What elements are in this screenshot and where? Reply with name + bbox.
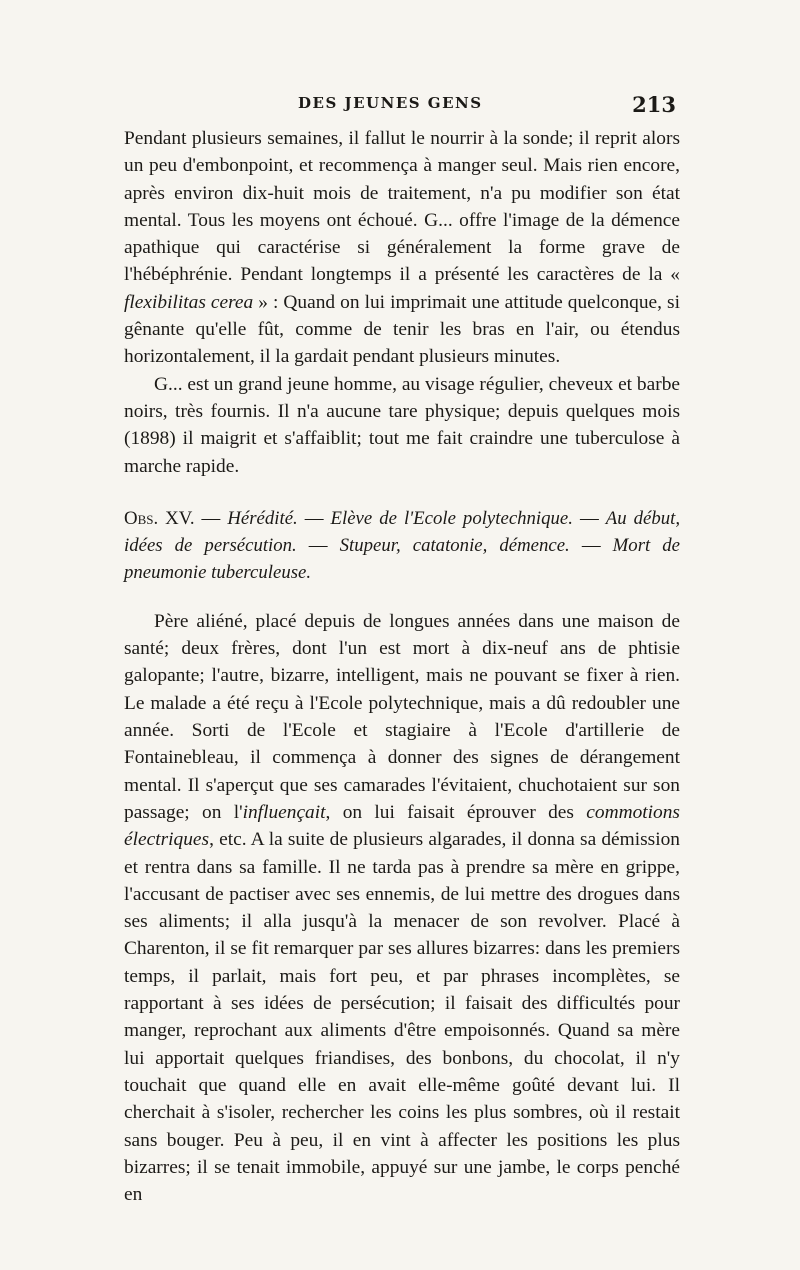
page-body [124,125,680,1208]
dash: — [296,534,340,556]
paragraph-1 [124,125,680,371]
dash: — [297,507,331,529]
obs-stupor: Stupeur, catatonie, démence. [339,534,570,556]
page-number: 213 [632,92,676,117]
paragraph-3-text-c: , etc. A la suite de plusieurs algarades, il donna sa démission et rentra dans sa famille. Il ne tarda pas à prendre sa mère en grippe, l'accusant de pactiser avec ses ennemis, de lui mettre des drogues dans ses aliments; il alla jusqu'à la menacer de son revolver. Placé à Charenton, il se fit remarquer par ses allures bizarres: dans les premiers temps, il parlait, mais fort peu, et par phrases incomplètes, se rapportant à ses idées de persécution; il faisait des difficultés pour manger, reprochant aux aliments d'être empoisonnés. Quand sa mère lui apportait quelques friandises, des bonbons, du chocolat, il n'y touchait que quand elle en avait elle-même goûté devant lui. Il cherchait à s'isoler, rechercher les coins les plus sombres, où il restait sans bouger. Peu à peu, il en vint à affecter les positions les plus bizarres; il se tenait immobile, appuyé sur une jambe, le corps penché en [124,829,680,1206]
paragraph-3-text-b: , on lui faisait éprouver des [325,801,587,823]
flexibilitas-cerea-term: flexibilitas cerea [124,291,254,313]
obs-heredity: Hérédité. [227,507,298,529]
paragraph-3 [124,608,680,1209]
dash: — [572,507,606,529]
obs-student: Elève de l'Ecole polytechnique. [330,507,573,529]
obs-persecution: Au début, idées de persécution. [124,507,681,556]
paragraph-1-text: Pendant plusieurs semaines, il fallut le nourrir à la sonde; il reprit alors un peu d'embonpoint, et recommença à manger seul. Mais rien encore, après environ dix-huit mois de traitement, n'a pu modifier son état mental. Tous les moyens ont échoué. G... offre l'image de la démence apathique qui caractérise si généralement la forme grave de l'hébéphrénie. Pendant longtemps il a présenté les caractères de la « [124,128,680,286]
running-title: DES JEUNES GENS [298,94,483,112]
page-header [0,92,800,122]
commotions-term: commotions électriques [124,801,680,851]
observation-heading [124,505,680,586]
obs-death: Mort de pneumonie tuberculeuse. [124,534,680,583]
paragraph-3-text-a: Père aliéné, placé depuis de longues années dans une maison de santé; deux frères, dont l'un est mort à dix-neuf ans de phtisie galopante; l'autre, bizarre, intelligent, mais ne pouvant se fixer à rien. Le malade a été reçu à l'Ecole polytechnique, mais a dû redoubler une année. Sorti de l'Ecole et stagiaire à l'Ecole d'artillerie de Fontainebleau, il commença à donner des signes de dérangement mental. Il s'aperçut que ses camarades l'évitaient, chuchotaient sur son passage; on l' [124,610,680,823]
paragraph-1-end: » : Quand on lui imprimait une attitude quelconque, si gênante qu'elle fût, comme de tenir les bras en l'air, ou étendus horizontalement, il la gardait pendant plusieurs minutes. [124,291,680,368]
dash: — [194,507,228,529]
dash: — [569,534,613,556]
paragraph-2: G... est un grand jeune homme, au visage régulier, cheveux et barbe noirs, très fournis. Il n'a aucune tare physique; depuis quelques mois (1898) il maigrit et s'affaiblit; tout me fait craindre une tuberculose à marche rapide. [124,373,680,477]
influencait-term: influençait [242,801,326,823]
observation-label: Obs. XV. [124,507,195,529]
